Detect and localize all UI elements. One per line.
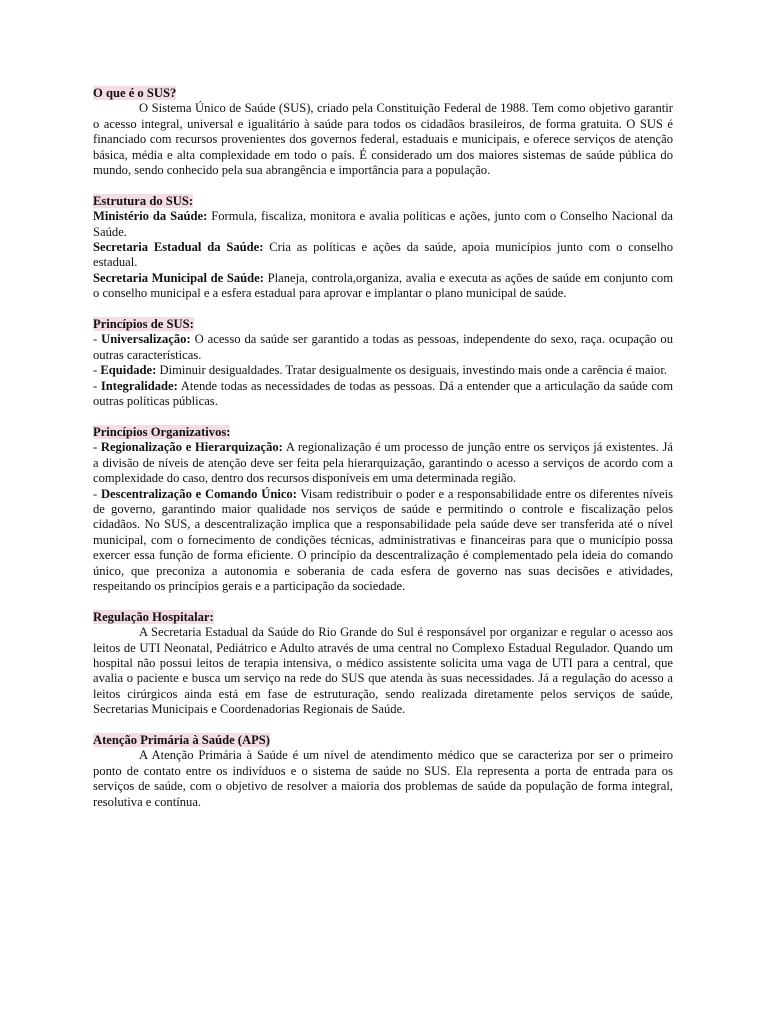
section-sus (93, 86, 673, 178)
section-heading: O que é o SUS? (93, 86, 177, 100)
section-aps (93, 733, 673, 810)
item-prefix: - (93, 363, 101, 378)
item-term: Universalização: (101, 332, 191, 347)
item-text: O acesso da saúde ser garantido a todas as pessoas, independente do sexo, raça. ocupação ou outras características. (93, 332, 673, 362)
section-organizativos (93, 425, 673, 594)
section-heading: Estrutura do SUS: (93, 193, 194, 208)
section-heading: Princípios Organizativos: (93, 424, 231, 439)
item-term: Secretaria Municipal de Saúde: (93, 270, 264, 285)
item-text: Diminuir desigualdades. Tratar desigualmente os desiguais, investindo mais onde a carência é maior. (156, 363, 667, 378)
item-prefix: - (93, 486, 101, 501)
item-prefix: - (93, 440, 101, 455)
section-paragraph: O Sistema Único de Saúde (SUS), criado pela Constituição Federal de 1988. Tem como objetivo garantir o acesso integral, universal e igualitário à saúde para todos os cidadãos brasileiros, de forma gratuita. O SUS é financiado com recursos provenientes dos governos federal, estaduais e municipais, e oferece serviços de atenção básica, média e alta complexidade em todo o país. É considerado um dos maiores sistemas de saúde pública do mundo, sendo conhecido pela sua abrangência e importância para a população. (93, 101, 673, 178)
list-item (93, 440, 673, 486)
item-term: Secretaria Estadual da Saúde: (93, 240, 264, 255)
item-term: Ministério da Saúde: (93, 209, 208, 224)
list-item (93, 379, 673, 410)
item-text: Atende todas as necessidades de todas as pessoas. Dá a entender que a articulação da saúde com outras políticas públicas. (93, 378, 673, 409)
list-item (93, 240, 673, 271)
item-text: Cria as políticas e ações da saúde, apoia municípios junto com o conselho estadual. (93, 240, 674, 270)
document-page (93, 86, 673, 825)
section-principios (93, 317, 673, 409)
section-paragraph: A Atenção Primária à Saúde é um nível de atendimento médico que se caracteriza por ser o primeiro ponto de contato entre os indivíduos e o sistema de saúde no SUS. Ela representa a porta de entrada para os serviços de saúde, com o objetivo de resolver a maioria dos problemas de saúde da população de forma integral, resolutiva e contínua. (93, 748, 673, 809)
section-paragraph: A Secretaria Estadual da Saúde do Rio Grande do Sul é responsável por organizar e regular o acesso aos leitos de UTI Neonatal, Pediátrico e Adulto através de uma central no Complexo Estadual Regulador. Quando um hospital não possui leitos de terapia intensiva, o médico assistente solicita uma vaga de UTI para a central, que avalia o paciente e busca um serviço na rede do SUS que atenda às suas necessidades. Já a regulação do acesso a leitos cirúrgicos ainda está em fase de estruturação, sendo realizada diretamente pelos serviços de saúde, Secretarias Municipais e Coordenadorias Regionais de Saúde. (93, 625, 673, 717)
section-heading: Princípios de SUS: (93, 317, 194, 332)
list-item (93, 271, 673, 302)
item-text: A regionalização é um processo de junção entre os serviços já existentes. Já a divisão de níveis de atenção deve ser feita pela hierarquização, garantindo o acesso a serviços de acordo com a complexidade do caso, dentro dos recursos disponíveis em uma determinada região. (93, 440, 674, 486)
item-text: Planeja, controla,organiza, avalia e executa as ações de saúde em conjunto com o conselho municipal e a esfera estadual para aprovar e implantar o plano municipal de saúde. (93, 270, 673, 301)
list-item (93, 209, 673, 240)
list-item (93, 332, 673, 363)
list-item (93, 363, 673, 378)
item-prefix: - (93, 378, 101, 393)
item-term: Integralidade: (100, 378, 178, 393)
item-text: Formula, fiscaliza, monitora e avalia políticas e ações, junto com o Conselho Nacional da Saúde. (93, 209, 673, 239)
section-regulacao (93, 610, 673, 718)
item-term: Equidade: (100, 363, 157, 378)
list-item (93, 487, 673, 595)
item-term: Descentralização e Comando Único: (100, 486, 297, 501)
item-text: Visam redistribuir o poder e a responsabilidade entre os diferentes níveis de governo, garantindo maior qualidade nos serviços de saúde e permitindo o controle e fiscalização pelos cidadãos. No SUS, a descentralização implica que a responsabilidade pela saúde deve ser transferida até o nível municipal, com o fornecimento de condições técnicas, administrativas e financeiras para que o município possa exercer essa função de forma eficiente. O princípio da descentralização é complementado pela ideia do comando único, que preconiza a autonomia e soberania de cada esfera de governo nas suas decisões e atividades, respeitando os princípios gerais e a participação da sociedade. (93, 486, 673, 593)
item-term: Regionalização e Hierarquização: (100, 440, 283, 455)
item-prefix: - (93, 332, 102, 347)
section-heading: Atenção Primária à Saúde (APS) (93, 732, 270, 747)
section-estrutura (93, 194, 673, 302)
section-heading: Regulação Hospitalar: (93, 609, 214, 624)
